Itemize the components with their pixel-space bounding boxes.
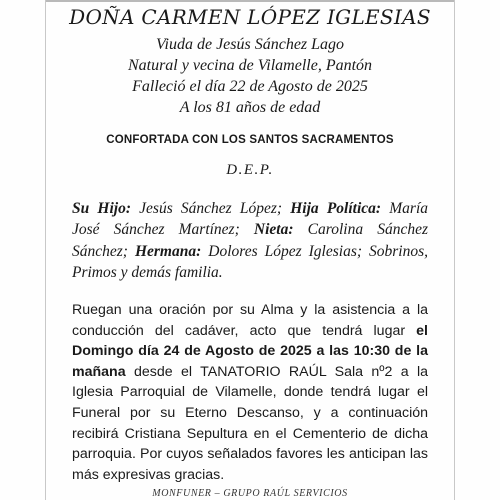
page-border-top — [45, 0, 455, 2]
family-label-daughter-in-law: Hija Política: — [290, 200, 382, 217]
family-text-son: Jesús Sánchez López; — [131, 200, 291, 217]
deceased-name: DOÑA CARMEN LÓPEZ IGLESIAS — [69, 5, 431, 29]
announcement-paragraph — [72, 300, 428, 485]
dep-line: D.E.P. — [226, 162, 274, 178]
announcement-part-1: Ruegan una oración por su Alma y la asistencia a la conducción del cadáver, acto que tendrá lugar — [72, 302, 428, 339]
sacraments-line: CONFORTADA CON LOS SANTOS SACRAMENTOS — [106, 134, 394, 146]
family-text-granddaughter: Carolina Sánchez Sánchez; — [72, 221, 429, 260]
widow-line: Viuda de Jesús Sánchez Lago — [155, 36, 345, 53]
page-border-right — [454, 0, 455, 500]
announcement-emphasis: el Domingo día 24 de Agosto de 2025 a las 10:30 de la mañana — [72, 322, 428, 380]
age-line: A los 81 años de edad — [179, 99, 321, 116]
family-label-granddaughter: Nieta: — [253, 221, 294, 239]
death-date-line: Falleció el día 22 de Agosto de 2025 — [132, 78, 368, 95]
family-text-daughter-in-law: María José Sánchez Martínez; — [72, 200, 428, 239]
origin-line: Natural y vecina de Vilamelle, Pantón — [127, 57, 373, 74]
funeral-home-footer: MONFUNER – GRUPO RAÚL SERVICIOS — [152, 488, 348, 499]
announcement-part-2: desde el TANATORIO RAÚL Sala nº2 a la Iglesia Parroquial de Vilamelle, donde tendrá lugar el Funeral por su Eterno Descanso, y a continuación recibirá Cristiana Sepultura en el Cementerio de dicha parroquia. Por cuyos señalados favores les anticipan las más expresivas gracias. — [72, 363, 428, 483]
family-label-sister: Hermana: — [134, 242, 202, 260]
family-label-son: Su Hijo: — [72, 200, 131, 217]
family-text-sister: Dolores López Iglesias; Sobrinos, Primos y demás familia. — [72, 242, 429, 282]
page-border-left — [45, 0, 46, 500]
family-paragraph — [72, 198, 428, 284]
